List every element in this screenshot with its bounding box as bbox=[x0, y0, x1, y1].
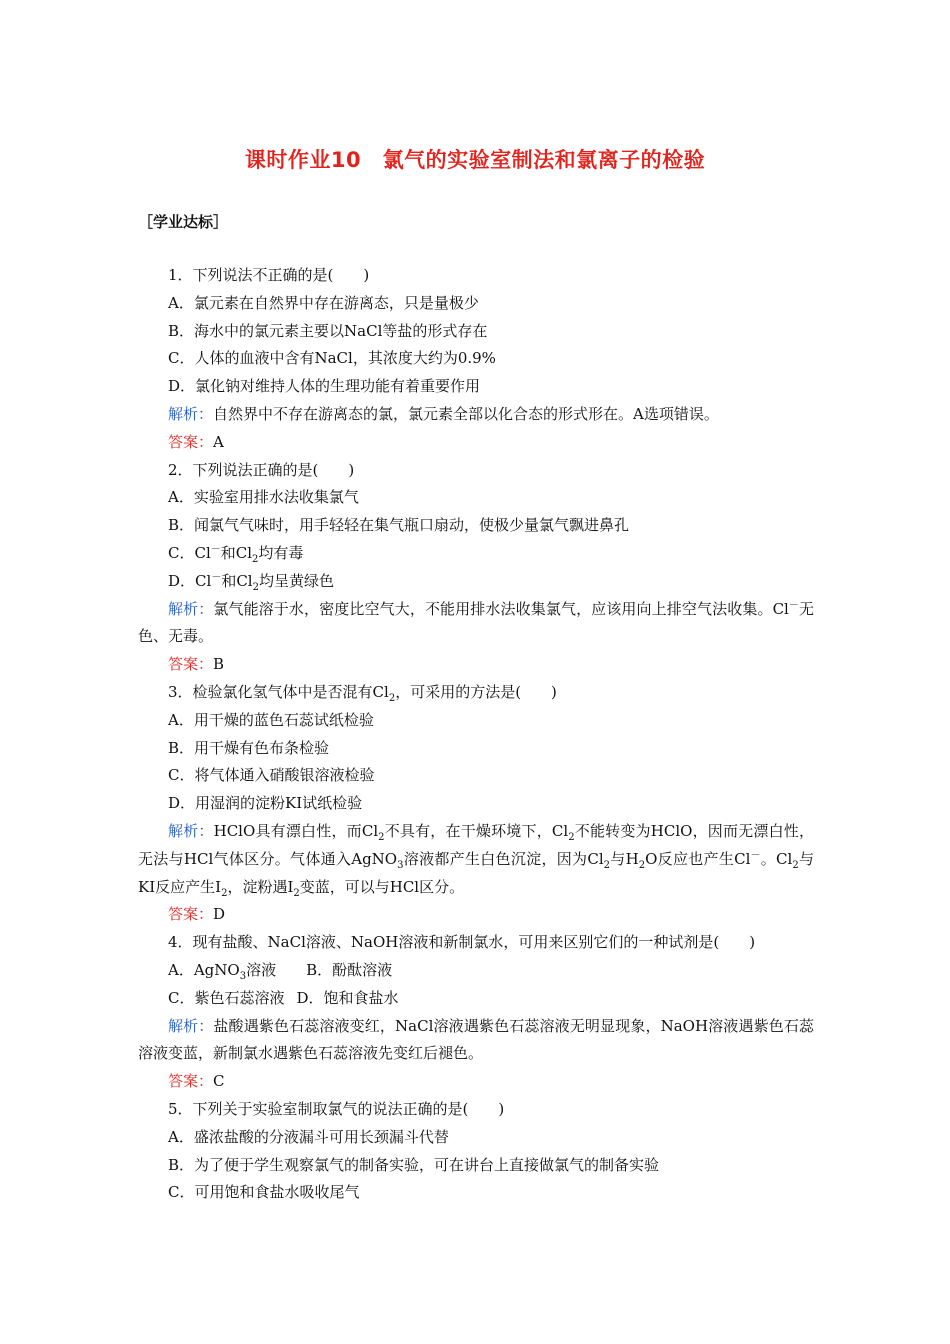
question-2-analysis: 解析：氯气能溶于水，密度比空气大，不能用排水法收集氯气，应该用向上排空气法收集。Cl－无色、无毒。 bbox=[138, 599, 814, 646]
question-3-stem: 3．检验氯化氢气体中是否混有$Cl_2$，可采用的方法是( ) bbox=[168, 682, 557, 704]
question-3-option-a: A．用干燥的蓝色石蕊试纸检验 bbox=[168, 710, 374, 729]
answer-label: 答案： bbox=[168, 432, 214, 451]
question-3-option-b: B．用干燥有色布条检验 bbox=[168, 738, 330, 757]
question-1-option-b: B．海水中的氯元素主要以NaCl等盐的形式存在 bbox=[168, 321, 488, 340]
question-3-option-d: D．用湿润的淀粉KI试纸检验 bbox=[168, 794, 363, 813]
question-4-option-c: C．紫色石蕊溶液 bbox=[168, 988, 285, 1007]
question-4-stem: 4．现有盐酸、NaCl溶液、NaOH溶液和新制氯水，可用来区别它们的一种试剂是( ) bbox=[168, 933, 756, 952]
question-4-answer: 答案：C bbox=[168, 1072, 225, 1091]
question-1-analysis: 解析：自然界中不存在游离态的氯，氯元素全部以化合态的形式形在。A选项错误。 bbox=[168, 404, 719, 423]
question-3-answer: 答案：D bbox=[168, 905, 226, 924]
question-4-analysis: 解析：盐酸遇紫色石蕊溶液变红，NaCl溶液遇紫色石蕊溶液无明显现象，NaOH溶液遇紫色石蕊溶液变蓝，新制氯水遇紫色石蕊溶液先变红后褪色。 bbox=[138, 1016, 814, 1063]
analysis-label: 解析： bbox=[168, 404, 214, 423]
question-2-stem: 2．下列说法正确的是( ) bbox=[168, 460, 355, 479]
question-1-option-a: A．氯元素在自然界中存在游离态，只是量极少 bbox=[168, 293, 479, 312]
question-4-options-ab bbox=[138, 957, 814, 985]
question-2-option-c: C．Cl－和$Cl_2$均有毒 bbox=[168, 543, 304, 565]
question-2-option-a: A．实验室用排水法收集氯气 bbox=[168, 488, 359, 507]
question-5-option-b: B．为了便于学生观察氯气的制备实验，可在讲台上直接做氯气的制备实验 bbox=[168, 1155, 660, 1174]
question-2-answer: 答案：B bbox=[168, 655, 225, 674]
question-4-options-cd bbox=[138, 985, 814, 1013]
question-1-answer: 答案：A bbox=[168, 432, 224, 451]
answer-label: 答案： bbox=[168, 655, 214, 674]
question-5-option-a: A．盛浓盐酸的分液漏斗可用长颈漏斗代替 bbox=[168, 1127, 449, 1146]
question-1-option-c: C．人体的血液中含有NaCl，其浓度大约为0.9% bbox=[168, 349, 496, 368]
question-1-stem: 1．下列说法不正确的是( ) bbox=[168, 266, 370, 284]
question-1-option-d: D．氯化钠对维持人体的生理功能有着重要作用 bbox=[168, 377, 481, 396]
page-title: 课时作业10 氯气的实验室制法和氯离子的检验 bbox=[244, 148, 706, 172]
analysis-label: 解析： bbox=[168, 821, 214, 840]
question-3-analysis: 解析：HClO具有漂白性，而$Cl_2$不具有，在干燥环境下，$Cl_2$不能转变为HClO，因而无漂白性，无法与HCl气体区分。气体通入AgNO$_3$溶液都产生白色沉淀，因为$Cl_2$与$H_2O$反应也产生Cl－。$Cl_2$与KI反应产生$I_2$，淀粉遇$I_2$变蓝，可以与HCl区分。 bbox=[138, 821, 815, 899]
answer-label: 答案： bbox=[168, 905, 214, 924]
analysis-label: 解析： bbox=[168, 599, 214, 618]
question-4-option-b: B．酚酞溶液 bbox=[306, 960, 393, 979]
analysis-label: 解析： bbox=[168, 1016, 214, 1035]
question-3-option-c: C．将气体通入硝酸银溶液检验 bbox=[168, 766, 375, 785]
question-5-stem: 5．下列关于实验室制取氯气的说法正确的是( ) bbox=[168, 1099, 505, 1118]
section-heading: ［学业达标］ bbox=[138, 213, 229, 231]
answer-label: 答案： bbox=[168, 1072, 214, 1091]
question-5-option-c: C．可用饱和食盐水吸收尾气 bbox=[168, 1183, 360, 1202]
question-4-option-d: D．饱和食盐水 bbox=[296, 988, 399, 1007]
question-2-option-d: D．Cl－和$Cl_2$均呈黄绿色 bbox=[168, 571, 334, 593]
question-4-option-a: A．AgNO$_3$溶液 bbox=[168, 960, 277, 982]
document-body bbox=[138, 262, 814, 1207]
question-2-option-b: B．闻氯气气味时，用手轻轻在集气瓶口扇动，使极少量氯气飘进鼻孔 bbox=[168, 516, 630, 535]
